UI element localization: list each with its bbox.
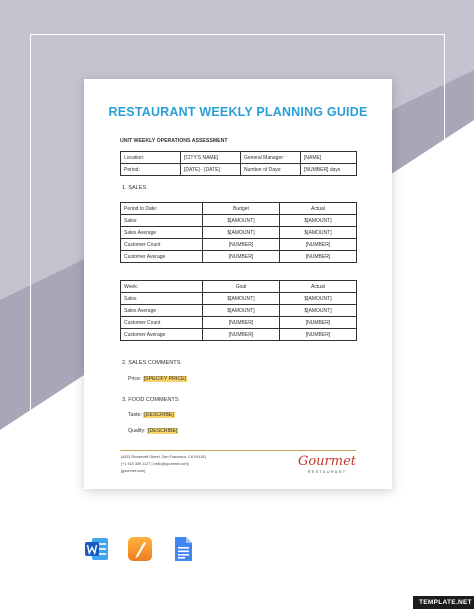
table-cell: Customer Average bbox=[121, 251, 203, 263]
table-cell: $[AMOUNT] bbox=[280, 305, 357, 317]
table-cell: Customer Count bbox=[121, 317, 203, 329]
table-cell: Sales bbox=[121, 215, 203, 227]
table-cell: [NUMBER] bbox=[203, 329, 280, 341]
google-docs-icon[interactable] bbox=[170, 536, 196, 562]
table-row bbox=[121, 164, 357, 176]
table-header-cell: Goal bbox=[203, 281, 280, 293]
table-cell: [CITY'S NAME] bbox=[181, 152, 241, 164]
taste-value: [DESCRIBE] bbox=[144, 412, 174, 418]
table-row bbox=[121, 317, 357, 329]
table-header-cell: Period to Date: bbox=[121, 203, 203, 215]
price-value: [SPECIFY PRICE] bbox=[143, 376, 186, 382]
table-cell: Customer Count bbox=[121, 239, 203, 251]
table-header-cell: Actual bbox=[280, 203, 357, 215]
pages-icon[interactable] bbox=[127, 536, 153, 562]
table-header-cell: Week: bbox=[121, 281, 203, 293]
brand-label: TEMPLATE.NET bbox=[413, 596, 474, 609]
address-line: [4432 Roosevelt Street, San Francisco, CA 94118] bbox=[121, 455, 206, 459]
table-cell: $[AMOUNT] bbox=[280, 227, 357, 239]
table-header-cell: Actual bbox=[280, 281, 357, 293]
food-comments-heading: 3. FOOD COMMENTS bbox=[122, 397, 179, 403]
table-cell: Customer Average bbox=[121, 329, 203, 341]
table-cell: $[AMOUNT] bbox=[203, 227, 280, 239]
table-cell: [NUMBER] bbox=[280, 251, 357, 263]
table-cell: [NUMBER] bbox=[280, 239, 357, 251]
logo-subtitle: RESTAURANT bbox=[307, 469, 347, 474]
table-cell: [NUMBER] days bbox=[301, 164, 357, 176]
quality-field bbox=[128, 428, 178, 434]
table-header-row bbox=[121, 281, 357, 293]
table-cell: [NUMBER] bbox=[203, 251, 280, 263]
table-cell: $[AMOUNT] bbox=[203, 293, 280, 305]
table-row bbox=[121, 329, 357, 341]
table-row bbox=[121, 152, 357, 164]
price-field bbox=[128, 376, 187, 382]
table-cell: [NUMBER] bbox=[203, 239, 280, 251]
table-row bbox=[121, 305, 357, 317]
table-cell: [NUMBER] bbox=[280, 317, 357, 329]
sales-heading: 1. SALES bbox=[122, 185, 147, 191]
table-cell: Sales bbox=[121, 293, 203, 305]
table-cell: General Manager: bbox=[241, 152, 301, 164]
gourmet-logo bbox=[297, 455, 357, 474]
table-cell: $[AMOUNT] bbox=[203, 215, 280, 227]
table-row bbox=[121, 293, 357, 305]
table-cell: [NAME] bbox=[301, 152, 357, 164]
taste-label: Taste: bbox=[128, 412, 142, 418]
table-row bbox=[121, 251, 357, 263]
table-cell: $[AMOUNT] bbox=[203, 305, 280, 317]
quality-value: [DESCRIBE] bbox=[148, 428, 178, 434]
table-cell: Sales Average bbox=[121, 305, 203, 317]
footer-divider bbox=[120, 450, 356, 451]
table-header-row bbox=[121, 203, 357, 215]
price-label: Price: bbox=[128, 376, 142, 382]
table-cell: Number of Days: bbox=[241, 164, 301, 176]
table-row bbox=[121, 215, 357, 227]
week-table bbox=[120, 280, 357, 341]
assessment-heading: UNIT WEEKLY OPERATIONS ASSESSMENT bbox=[120, 138, 228, 144]
website-line: [gourmet.com] bbox=[121, 469, 146, 473]
taste-field bbox=[128, 412, 175, 418]
word-icon[interactable] bbox=[84, 536, 110, 562]
table-row bbox=[121, 227, 357, 239]
logo-name: Gourmet bbox=[297, 454, 357, 469]
table-cell: [NUMBER] bbox=[203, 317, 280, 329]
table-cell: Period: bbox=[121, 164, 181, 176]
contact-line: [+1 415 359 1127 | hello@gourmet.com] bbox=[121, 462, 189, 466]
table-cell: [DATE] - [DATE] bbox=[181, 164, 241, 176]
document-title: RESTAURANT WEEKLY PLANNING GUIDE bbox=[108, 105, 368, 119]
sales-comments-heading: 2. SALES COMMENTS bbox=[122, 360, 181, 366]
table-cell: Location: bbox=[121, 152, 181, 164]
table-cell: [NUMBER] bbox=[280, 329, 357, 341]
table-header-cell: Budget bbox=[203, 203, 280, 215]
table-cell: $[AMOUNT] bbox=[280, 215, 357, 227]
table-cell: Sales Average bbox=[121, 227, 203, 239]
info-table bbox=[120, 151, 357, 176]
table-cell: $[AMOUNT] bbox=[280, 293, 357, 305]
table-row bbox=[121, 239, 357, 251]
period-table bbox=[120, 202, 357, 263]
document-page bbox=[84, 79, 392, 489]
quality-label: Quality: bbox=[128, 428, 146, 434]
